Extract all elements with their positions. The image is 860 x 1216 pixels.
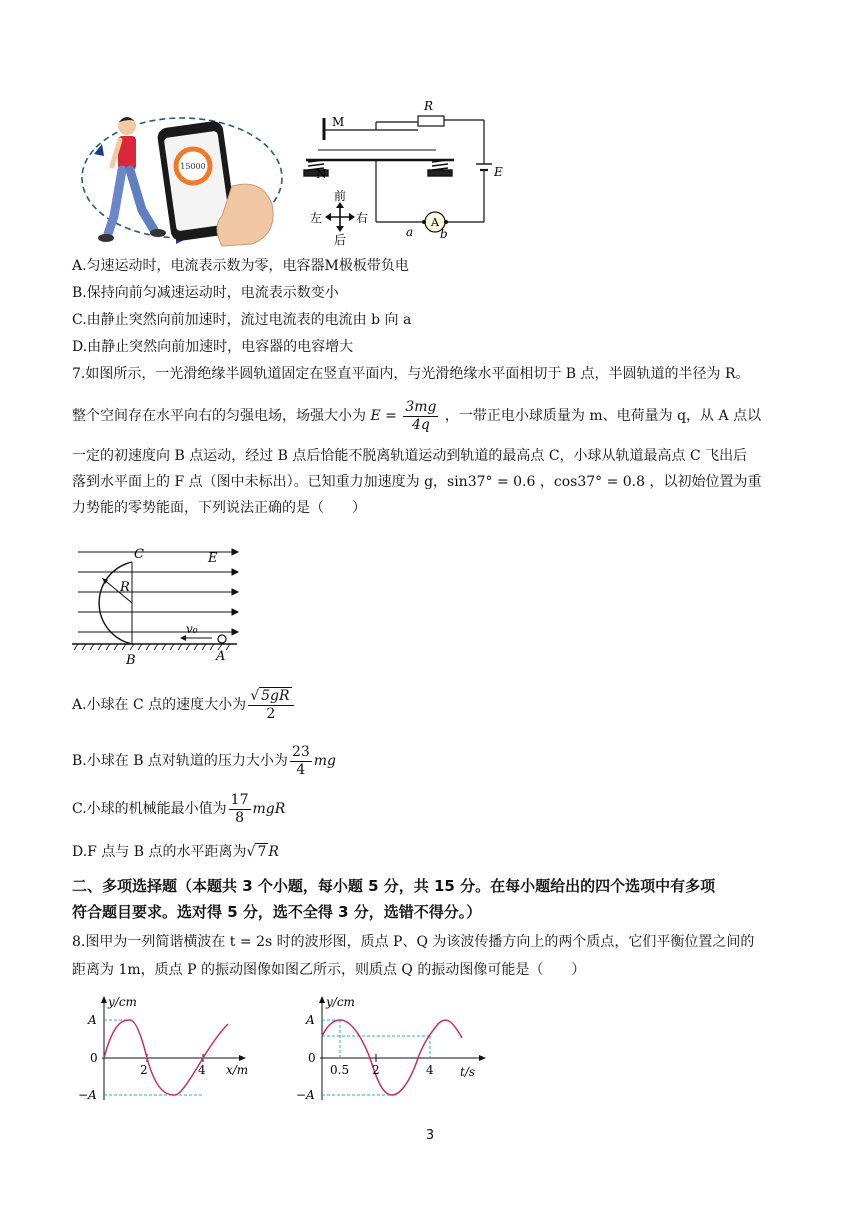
graph2-ylabel: y/cm bbox=[326, 995, 355, 1009]
graph2-amp-label: A bbox=[306, 1013, 315, 1027]
battery-label: E bbox=[494, 165, 503, 179]
option-b-denominator: 4 bbox=[296, 761, 306, 778]
ball-icon bbox=[218, 635, 226, 643]
option-c-fraction bbox=[229, 792, 251, 827]
direction-compass-icon bbox=[325, 202, 355, 232]
option-a-radicand: 5gR bbox=[261, 687, 290, 704]
graph1-tick-4: 4 bbox=[198, 1063, 206, 1077]
q7-option-d-text: D.F 点与 B 点的水平距离为 bbox=[72, 844, 247, 860]
spring-right-icon bbox=[428, 160, 452, 176]
step-count-text: 15000 bbox=[180, 162, 206, 171]
q7-option-c bbox=[72, 786, 285, 832]
v0-label: v₀ bbox=[186, 622, 198, 636]
q7-option-b bbox=[72, 738, 336, 784]
radius-label: R bbox=[120, 580, 130, 595]
resistor-label: R bbox=[424, 99, 434, 113]
field-symbol: E = bbox=[370, 408, 397, 424]
q6-option-a: A.匀速运动时，电流表示数为零，电容器M极板带负电 bbox=[72, 258, 409, 274]
section2-heading-line2: 符合题目要求。选对得 5 分，选不全得 3 分，选错不得分。） bbox=[72, 903, 482, 921]
graph1-ylabel: y/cm bbox=[108, 995, 137, 1009]
field-numerator: 3mg bbox=[405, 398, 437, 415]
option-a-denominator: 2 bbox=[266, 705, 276, 722]
q8-stem-line2: 距离为 1m，质点 P 的振动图像如图乙所示，则质点 Q 的振动图像可能是（ ） bbox=[72, 962, 586, 978]
graph2-origin-label: 0 bbox=[308, 1051, 316, 1065]
right-label: 右 bbox=[356, 211, 369, 225]
field-e-label: E bbox=[208, 551, 218, 566]
option-a-fraction: $\frac{√ 5gR}{2}$ bbox=[248, 688, 293, 723]
field-denominator: 4q bbox=[411, 416, 430, 433]
point-a-label: A bbox=[216, 649, 226, 664]
graph1-origin-label: 0 bbox=[90, 1051, 98, 1065]
q7-option-a bbox=[72, 682, 296, 728]
graph2-tick-4: 4 bbox=[426, 1063, 434, 1077]
option-b-unit: mg bbox=[313, 753, 337, 769]
front-label: 前 bbox=[334, 189, 347, 203]
graph1-xlabel: x/m bbox=[226, 1063, 249, 1077]
q7-option-c-text: C.小球的机械能最小值为 bbox=[72, 801, 227, 817]
q7-option-a-text: A.小球在 C 点的速度大小为 bbox=[72, 697, 247, 713]
point-b-label: B bbox=[126, 653, 136, 668]
field-fraction bbox=[403, 399, 438, 434]
left-label: 左 bbox=[310, 211, 323, 225]
option-b-fraction bbox=[290, 744, 312, 779]
q7-stem-line1: 7.如图所示，一光滑绝缘半圆轨道固定在竖直平面内，与光滑绝缘水平面相切于 B 点，半圆轨道的半径为 R。 bbox=[72, 366, 750, 382]
q7-option-d: D.F 点与 B 点的水平距离为√ 7 R bbox=[72, 844, 279, 860]
graph2-xlabel: t/s bbox=[460, 1065, 476, 1079]
ammeter-label: A bbox=[431, 216, 439, 229]
graph1-neg-amp-label: −A bbox=[78, 1088, 97, 1102]
q7-stem-line4: 落到水平面上的 F 点（图中未标出）。已知重力加速度为 g，sin37° = 0.6 ，cos37° = 0.8 ，以初始位置为重 bbox=[72, 474, 762, 490]
phone-icon bbox=[156, 120, 273, 246]
option-c-numerator: 17 bbox=[230, 791, 249, 808]
graph2-tick-2: 2 bbox=[372, 1063, 380, 1077]
option-d-radicand: 7 bbox=[257, 844, 267, 860]
q6-option-c: C.由静止突然向前加速时，流过电流表的电流由 b 向 a bbox=[72, 312, 412, 328]
q8-stem-line1: 8.图甲为一列简谐横波在 t = 2s 时的波形图，质点 P、Q 为该波传播方向上的两个质点，它们平衡位置之间的 bbox=[72, 934, 755, 950]
walking-person-icon bbox=[98, 117, 166, 242]
q6-option-d: D.由静止突然向前加速时，电容器的电容增大 bbox=[72, 339, 354, 355]
q7-stem-line5: 力势能的零势能面，下列说法正确的是（ ） bbox=[72, 500, 366, 516]
option-b-numerator: 23 bbox=[291, 743, 310, 760]
plate-n-label: N bbox=[316, 167, 327, 181]
q7-stem-line2-text: 整个空间存在水平向右的匀强电场，场强大小为 bbox=[72, 408, 366, 424]
terminal-b-label: b bbox=[440, 227, 448, 241]
q7-stem-line2 bbox=[72, 396, 761, 436]
graph2-neg-amp-label: −A bbox=[296, 1088, 315, 1102]
vibration-graph-yi bbox=[296, 994, 496, 1106]
graph1-tick-2: 2 bbox=[140, 1063, 148, 1077]
section2-heading-line1: 二、多项选择题（本题共 3 个小题，每小题 5 分，共 15 分。在每小题给出的四个选项中有多项 bbox=[72, 877, 716, 895]
option-d-unit: R bbox=[268, 844, 279, 860]
option-c-unit: mgR bbox=[252, 801, 286, 817]
page-number: 3 bbox=[425, 1128, 435, 1143]
q7-stem-line3: 一定的初速度向 B 点运动，经过 B 点后恰能不脱离轨道运动到轨道的最高点 C，小球从轨道最高点 C 飞出后 bbox=[72, 448, 748, 464]
terminal-a-label: a bbox=[406, 225, 414, 239]
option-c-denominator: 8 bbox=[235, 809, 245, 826]
back-label: 后 bbox=[334, 233, 347, 247]
phone-step-illustration bbox=[72, 106, 292, 248]
plate-m-label: M bbox=[332, 115, 345, 129]
point-c-label: C bbox=[134, 547, 144, 562]
arrow-head-icon bbox=[94, 144, 104, 156]
q6-option-b: B.保持向前匀减速运动时，电流表示数变小 bbox=[72, 285, 339, 301]
wave-graph-jia bbox=[72, 994, 262, 1106]
q7-option-b-text: B.小球在 B 点对轨道的压力大小为 bbox=[72, 753, 288, 769]
graph2-tick-05: 0.5 bbox=[330, 1063, 350, 1077]
semicircle-track-diagram bbox=[72, 544, 242, 668]
graph1-amp-label: A bbox=[88, 1013, 97, 1027]
capacitor-circuit-diagram bbox=[296, 96, 510, 248]
q7-stem-line2-end: ，一带正电小球质量为 m、电荷量为 q，从 A 点以 bbox=[444, 408, 762, 424]
